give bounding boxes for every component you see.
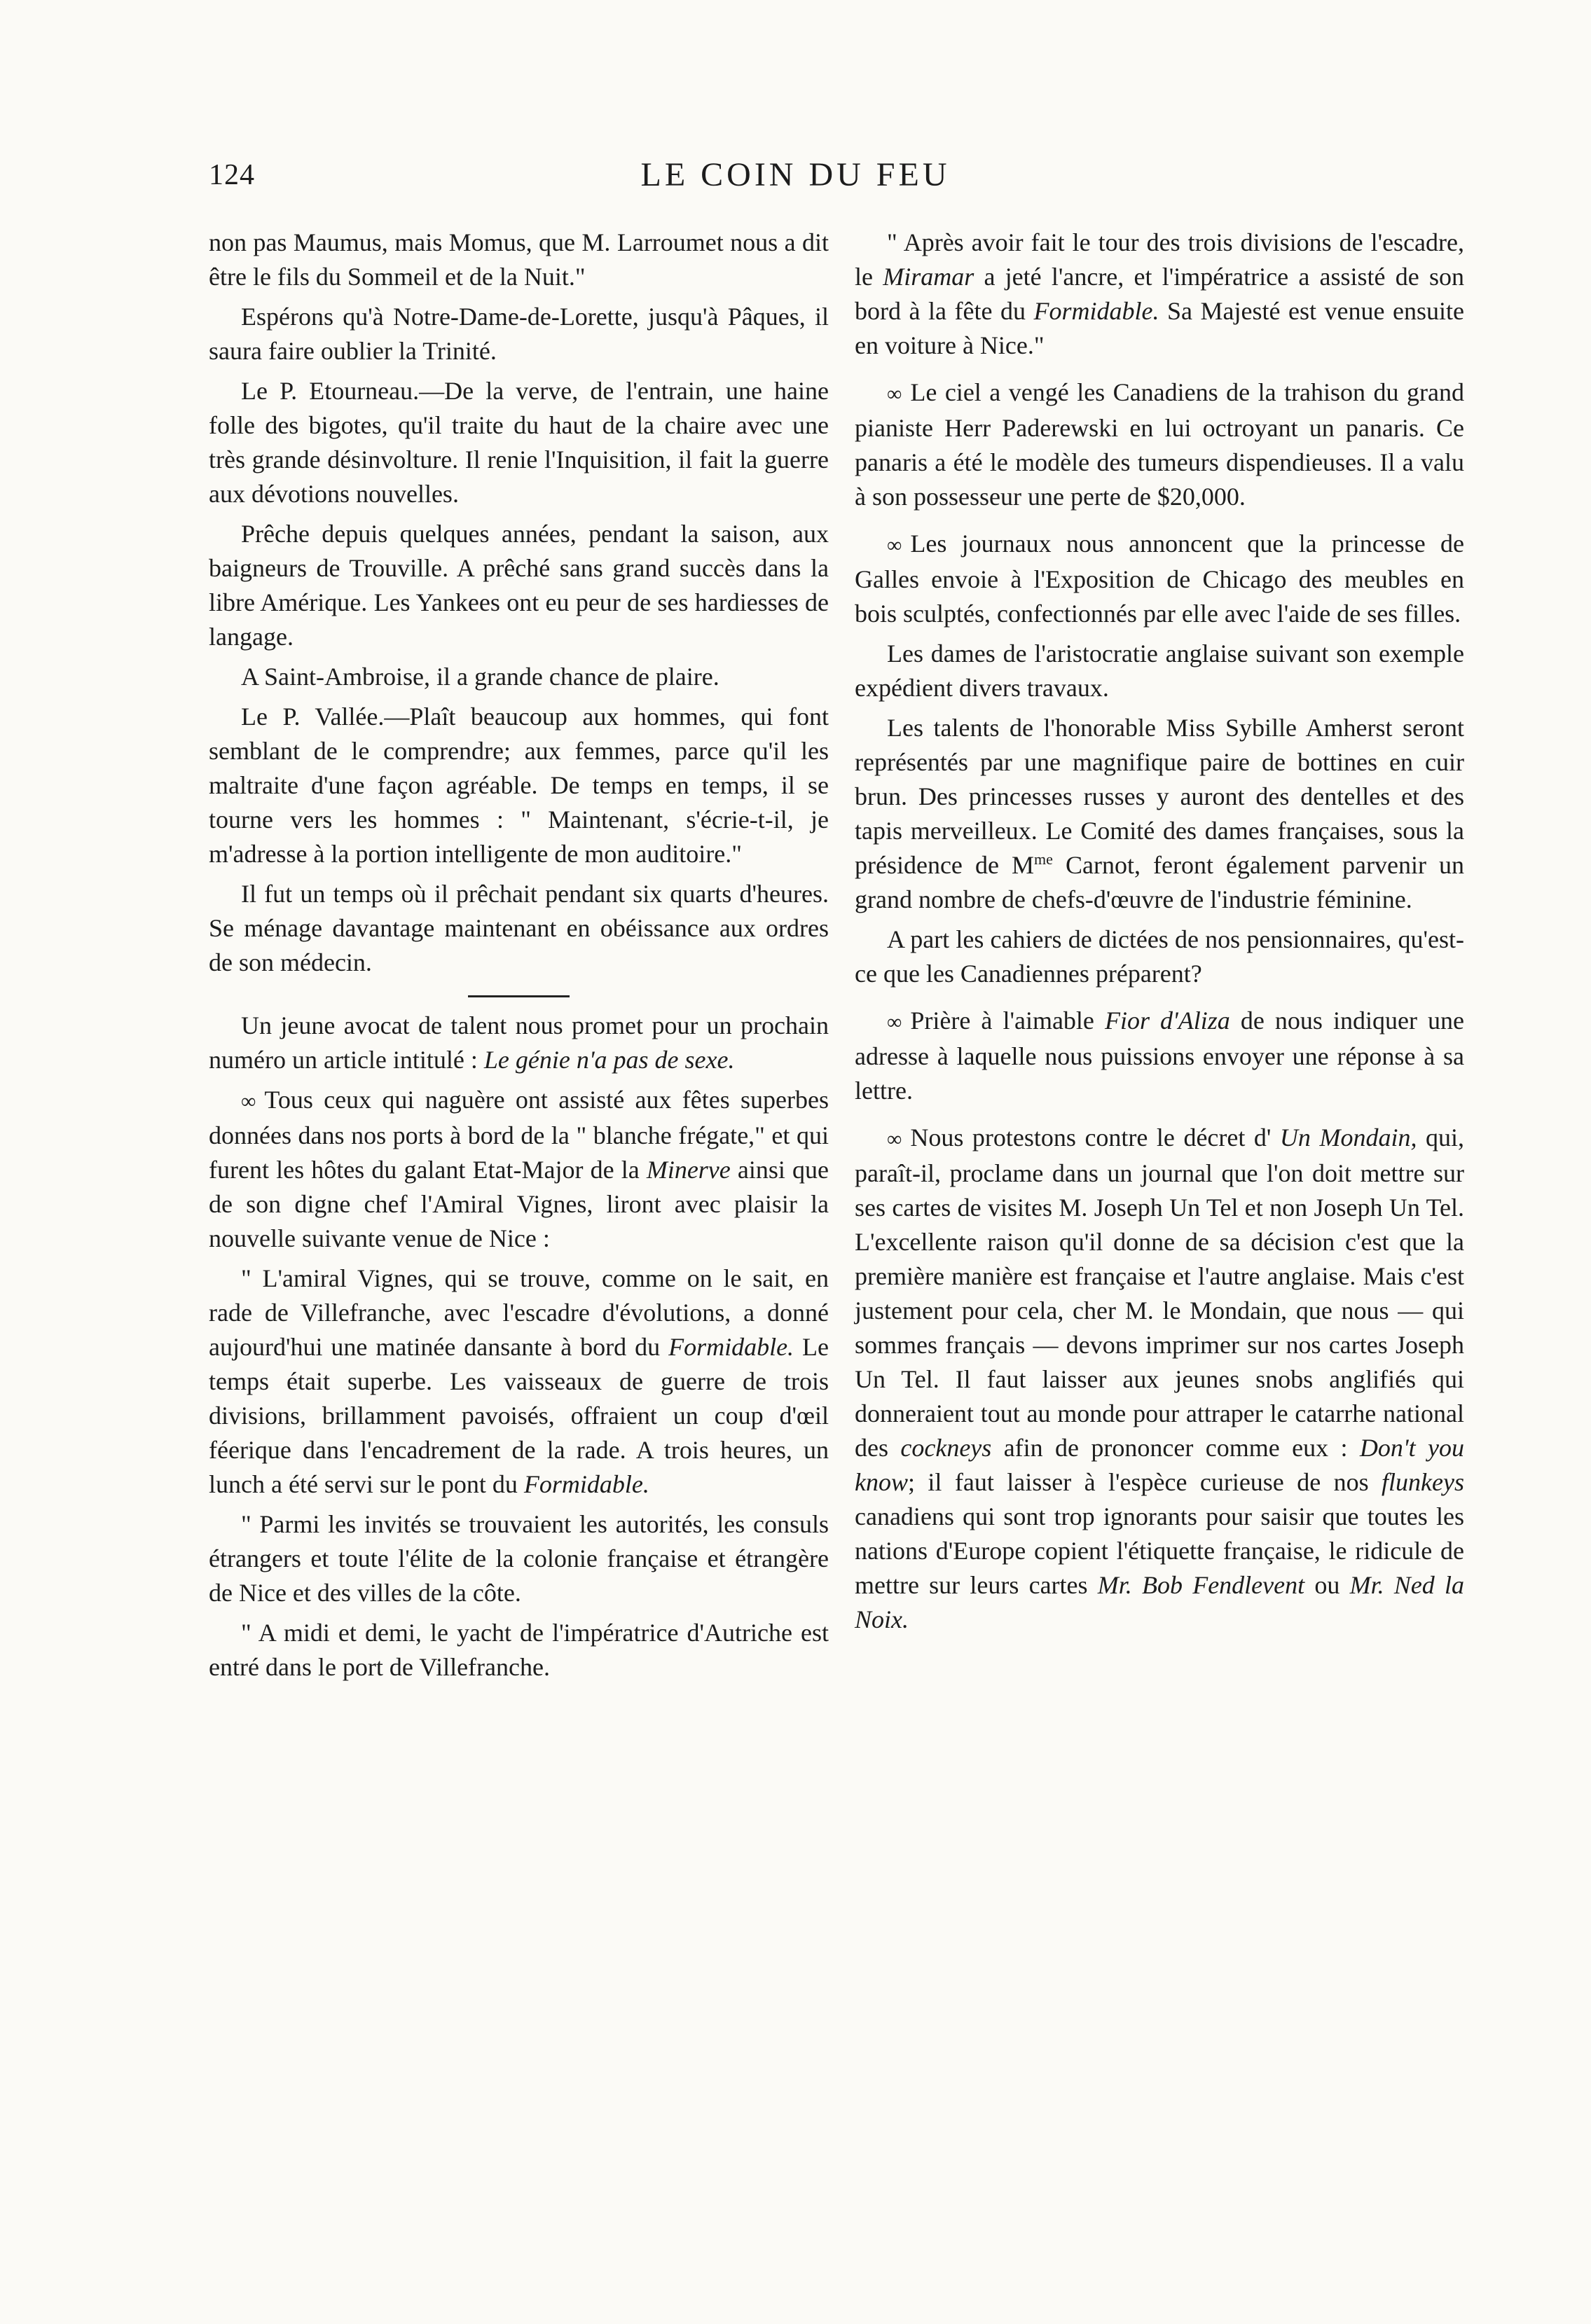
text-run: Les journaux nous annoncent que la princesse de Galles envoie à l'Exposition de Chicago des meubles en bois sculptés, confectionnés par elle avec l'aide de ses filles. xyxy=(855,530,1464,628)
superscript: me xyxy=(1034,850,1053,868)
section-divider xyxy=(468,995,570,997)
paragraph xyxy=(855,711,1464,917)
text-run: " Après avoir fait le tour des trois divisions de l'escadre, le xyxy=(855,228,1464,291)
italic-term: cockneys xyxy=(900,1434,992,1462)
italic-term: Don't you know xyxy=(855,1434,1464,1496)
text-run: Le temps était superbe. Les vaisseaux de guerre de trois divisions, brillamment pavoisés, offraient un coup d'œil féerique dans l'encadrement de la rade. A trois heures, un lunch a été servi sur le pont du xyxy=(209,1333,829,1498)
text-run: Les talents de l'honorable Miss Sybille Amherst seront représentés par une magnifique paire de bottines en cuir brun. Des princesses russes y auront des dentelles et des tapis merveilleux. Le Comité des dames françaises, sous la présidence de M xyxy=(855,714,1464,879)
ornament-icon: ∞ xyxy=(887,1128,902,1151)
pen-name: Un Mondain, xyxy=(1279,1123,1417,1151)
paragraph: A part les cahiers de dictées de nos pensionnaires, qu'est-ce que les Canadiennes préparent? xyxy=(855,925,1464,988)
text-run: Le ciel a vengé les Canadiens de la trahison du grand pianiste Herr Paderewski en lui octroyant un panaris. Ce panaris a été le modèle des tumeurs dispendieuses. Il a valu à son possesseur une perte de $20,000. xyxy=(855,378,1464,511)
text-run: canadiens qui sont trop ignorants pour saisir que toutes les nations d'Europe copient l'étiquette française, le ridicule de mettre sur leurs cartes xyxy=(855,1502,1464,1599)
card-name: Mr. Bob Fendlevent xyxy=(1097,1571,1305,1599)
text-run: Un jeune avocat de talent nous promet pour un prochain numéro un article intitulé : xyxy=(209,1011,829,1074)
ornament-icon: ∞ xyxy=(887,534,902,557)
text-run: Tous ceux qui naguère ont assisté aux fêtes superbes données dans nos ports à bord de la " blanche frégate," et qui furent les hôtes du galant Etat-Major de la xyxy=(209,1086,829,1184)
text-run: Sa Majesté est venue ensuite en voiture à Nice." xyxy=(855,297,1464,359)
paragraph xyxy=(855,375,1464,514)
paragraph xyxy=(209,1009,829,1077)
page-number: 124 xyxy=(209,159,255,191)
ship-name: Formidable. xyxy=(668,1333,794,1361)
left-column xyxy=(209,226,829,1690)
text-run: Carnot, feront également parvenir un grand nombre de chefs-d'œuvre de l'industrie féminine. xyxy=(855,851,1465,913)
ship-name: Formidable. xyxy=(1033,297,1159,325)
ship-name: Formidable. xyxy=(523,1470,649,1498)
paragraph: " A midi et demi, le yacht de l'impératrice d'Autriche est entré dans le port de Villefranche. xyxy=(209,1619,829,1681)
ornament-icon: ∞ xyxy=(887,1011,902,1034)
ornament-icon: ∞ xyxy=(887,382,902,406)
paragraph: Il fut un temps où il prêchait pendant six quarts d'heures. Se ménage davantage maintenant en obéissance aux ordres de son médecin. xyxy=(209,880,829,976)
ship-name: Miramar xyxy=(883,263,974,291)
paragraph xyxy=(855,226,1464,363)
italic-term: flunkeys xyxy=(1382,1468,1464,1496)
text-run: de nous indiquer une adresse à laquelle nous puissions envoyer une réponse à sa lettre. xyxy=(855,1007,1464,1105)
paragraph xyxy=(855,1121,1464,1637)
paragraph: Espérons qu'à Notre-Dame-de-Lorette, jusqu'à Pâques, il saura faire oublier la Trinité. xyxy=(209,303,829,365)
text-run: " L'amiral Vignes, qui se trouve, comme on le sait, en rade de Villefranche, avec l'escadre d'évolutions, a donné aujourd'hui une matinée dansante à bord du xyxy=(209,1264,829,1361)
running-title: LE COIN DU FEU xyxy=(640,156,951,193)
ornament-icon: ∞ xyxy=(241,1090,256,1113)
paragraph: Les dames de l'aristocratie anglaise suivant son exemple expédient divers travaux. xyxy=(855,639,1464,702)
text-run: Nous protestons contre le décret d' xyxy=(910,1123,1280,1151)
paragraph: A Saint-Ambroise, il a grande chance de plaire. xyxy=(241,663,719,691)
paragraph xyxy=(855,1004,1464,1108)
text-run: afin de prononcer comme eux : xyxy=(991,1434,1360,1462)
paragraph: Le P. Vallée.—Plaît beaucoup aux hommes, qui font semblant de le comprendre; aux femmes, parce qu'il les maltraite d'une façon agréable. De temps en temps, il se tourne vers les hommes : " Maintenant, s'écrie-t-il, je m'adresse à la portion intelligente de mon auditoire." xyxy=(209,703,829,868)
text-run: qui, paraît-il, proclame dans un journal que l'on doit mettre sur ses cartes de visites M. Joseph Un Tel et non Joseph Un Tel. L'excellente raison qu'il donne de sa décision c'est que la première manière est française et l'autre anglaise. Mais c'est justement pour cela, cher M. le Mondain, que nous — qui sommes français — devons imprimer sur nos cartes Joseph Un Tel. Il faut laisser aux jeunes snobs anglifiés qui donneraient tout au monde pour attraper le catarrhe national des xyxy=(855,1123,1464,1462)
right-column xyxy=(855,226,1464,1642)
article-title: Le génie n'a pas de sexe. xyxy=(483,1046,735,1074)
paragraph: Le P. Etourneau.—De la verve, de l'entrain, une haine folle des bigotes, qu'il traite du haut de la chaire avec une très grande désinvolture. Il renie l'Inquisition, il fait la guerre aux dévotions nouvelles. xyxy=(209,377,829,508)
paragraph xyxy=(209,1261,829,1502)
paragraph xyxy=(209,1083,829,1256)
page-header xyxy=(0,155,1591,198)
paragraph xyxy=(855,527,1464,631)
paragraph: non pas Maumus, mais Momus, que M. Larroumet nous a dit être le fils du Sommeil et de la Nuit." xyxy=(209,228,829,291)
text-run: Prière à l'aimable xyxy=(910,1007,1105,1035)
paragraph: " Parmi les invités se trouvaient les autorités, les consuls étrangers et toute l'élite de la colonie française et étrangère de Nice et des villes de la côte. xyxy=(209,1510,829,1607)
ship-name: Minerve xyxy=(646,1156,731,1184)
card-name: Mr. Ned la Noix. xyxy=(855,1571,1465,1633)
text-run: ; il faut laisser à l'espèce curieuse de nos xyxy=(908,1468,1382,1496)
text-run: ou xyxy=(1304,1571,1350,1599)
text-run: ainsi que de son digne chef l'Amiral Vignes, liront avec plaisir la nouvelle suivante venue de Nice : xyxy=(209,1156,829,1252)
paragraph: Prêche depuis quelques années, pendant la saison, aux baigneurs de Trouville. A prêché sans grand succès dans la libre Amérique. Les Yankees ont eu peur de ses hardiesses de langage. xyxy=(209,520,829,651)
text-run: a jeté l'ancre, et l'impératrice a assisté de son bord à la fête du xyxy=(855,263,1464,325)
pen-name: Fior d'Aliza xyxy=(1104,1007,1230,1035)
